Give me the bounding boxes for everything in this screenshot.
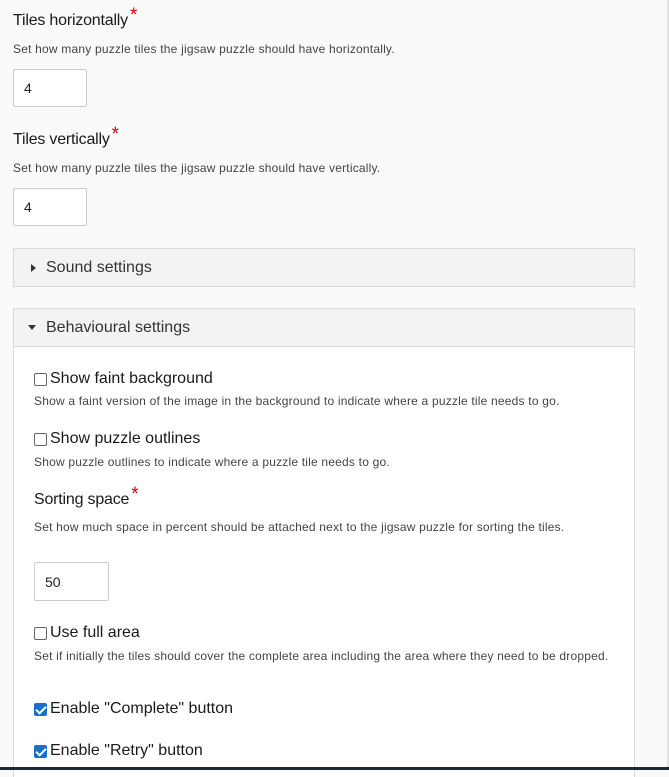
use-full-area-description: Set if initially the tiles should cover the complete area including the area where they need to be dropped. xyxy=(34,649,609,663)
show-puzzle-outlines-label[interactable]: Show puzzle outlines xyxy=(50,430,201,447)
caret-right-icon xyxy=(31,264,36,272)
tiles-horizontally-label: Tiles horizontally xyxy=(13,12,128,29)
show-puzzle-outlines-checkbox[interactable] xyxy=(34,433,47,446)
behavioural-settings-header[interactable] xyxy=(13,308,635,347)
tiles-horizontally-input[interactable] xyxy=(13,69,87,107)
caret-down-icon xyxy=(28,325,36,330)
tiles-vertically-label-row xyxy=(13,124,120,150)
sorting-space-description: Set how much space in percent should be attached next to the jigsaw puzzle for sorting the tiles. xyxy=(34,520,565,534)
enable-complete-button-checkbox[interactable] xyxy=(34,703,47,716)
required-marker: * xyxy=(131,484,139,505)
required-marker: * xyxy=(111,124,120,145)
show-faint-background-checkbox[interactable] xyxy=(34,373,47,386)
enable-retry-button-row[interactable] xyxy=(34,742,203,760)
tiles-vertically-input[interactable] xyxy=(13,188,87,226)
enable-complete-button-label[interactable]: Enable "Complete" button xyxy=(50,700,234,717)
tiles-vertically-description: Set how many puzzle tiles the jigsaw puzzle should have vertically. xyxy=(13,161,381,175)
show-faint-background-description: Show a faint version of the image in the background to indicate where a puzzle tile needs to go. xyxy=(34,394,560,408)
enable-complete-button-row[interactable] xyxy=(34,700,233,718)
sorting-space-label: Sorting space xyxy=(34,491,130,508)
tiles-horizontally-description: Set how many puzzle tiles the jigsaw puzzle should have horizontally. xyxy=(13,42,395,56)
use-full-area-checkbox[interactable] xyxy=(34,627,47,640)
tiles-vertically-label: Tiles vertically xyxy=(13,131,110,148)
sound-settings-title: Sound settings xyxy=(46,258,152,276)
enable-retry-button-checkbox[interactable] xyxy=(34,745,47,758)
sorting-space-input[interactable] xyxy=(34,562,109,601)
show-faint-background-row[interactable] xyxy=(34,370,213,388)
show-faint-background-label[interactable]: Show faint background xyxy=(50,370,213,387)
show-puzzle-outlines-description: Show puzzle outlines to indicate where a puzzle tile needs to go. xyxy=(34,455,390,469)
use-full-area-row[interactable] xyxy=(34,624,140,642)
required-marker: * xyxy=(129,5,138,26)
behavioural-settings-title: Behavioural settings xyxy=(46,318,191,336)
enable-retry-button-label[interactable]: Enable "Retry" button xyxy=(50,742,203,759)
sorting-space-label-row xyxy=(34,484,139,510)
tiles-horizontally-label-row xyxy=(13,5,138,31)
sound-settings-header[interactable] xyxy=(13,248,635,287)
show-puzzle-outlines-row[interactable] xyxy=(34,430,200,448)
use-full-area-label[interactable]: Use full area xyxy=(50,624,140,641)
